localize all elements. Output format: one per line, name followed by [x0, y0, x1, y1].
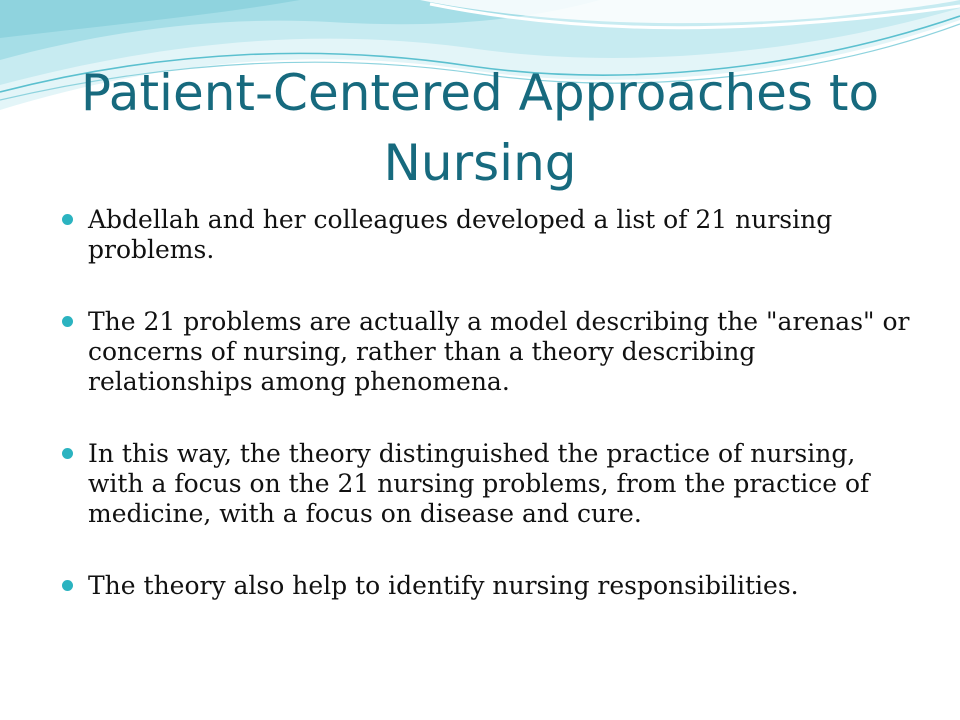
slide-title: Patient-Centered Approaches to Nursing [80, 64, 880, 192]
bullet-text: The 21 problems are actually a model describing the "arenas" or concerns of nursing, rather than a theory describing relationships among phenomena. [88, 307, 910, 396]
bullet-text: Abdellah and her colleagues developed a list of 21 nursing problems. [88, 205, 833, 264]
bullet-marker-icon [62, 448, 73, 459]
bullet-list [62, 205, 912, 643]
bullet-item [62, 571, 912, 601]
bullet-marker-icon [62, 214, 73, 225]
bullet-marker-icon [62, 580, 73, 591]
bullet-marker-icon [62, 316, 73, 327]
bullet-item [62, 205, 912, 265]
bullet-text: The theory also help to identify nursing responsibilities. [88, 571, 799, 600]
bullet-item [62, 439, 912, 529]
bullet-text: In this way, the theory distinguished the practice of nursing, with a focus on the 21 nursing problems, from the practice of medicine, with a focus on disease and cure. [88, 439, 870, 528]
bullet-item [62, 307, 912, 397]
